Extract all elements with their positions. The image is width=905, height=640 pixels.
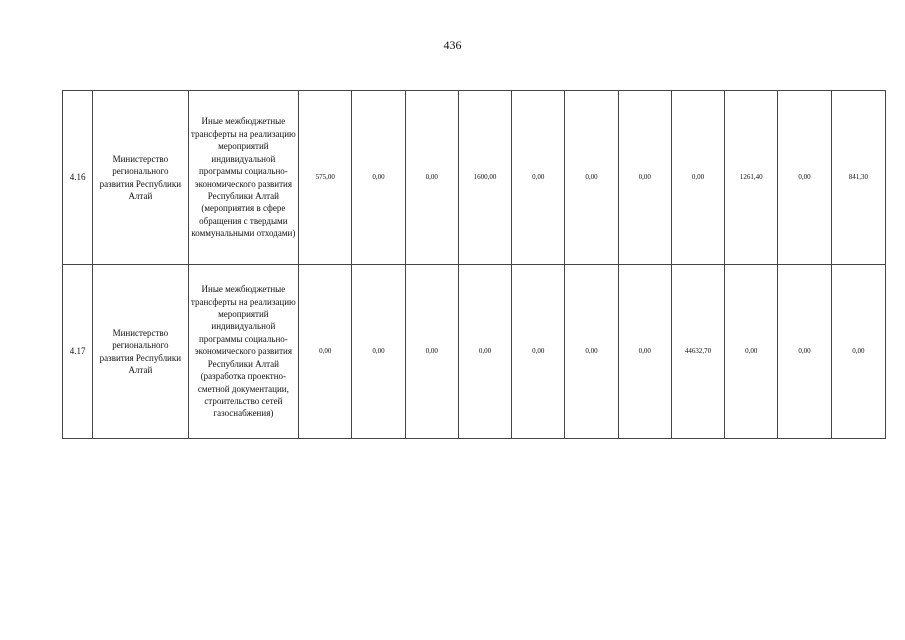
page-number: 436 [443,38,462,52]
value-cell: 0,00 [778,91,831,265]
description-text: Иные межбюджетные трансферты на реализацию мероприятий индивидуальной программы социально-экономического развития Республики Алтай (мероприятия в сфере обращения с твердыми коммунальными отходами) [190,116,296,239]
value-cell: 0,00 [565,91,618,265]
value-cell: 841,30 [831,91,885,265]
value-cell: 0,00 [618,265,671,439]
table-row [63,265,886,439]
value-cell: 0,00 [405,91,458,265]
value-cell: 0,00 [671,91,724,265]
budget-table [62,90,886,439]
value-cell: 0,00 [725,265,778,439]
value-cell: 0,00 [458,265,511,439]
value-cell: 1600,00 [458,91,511,265]
value-cell: 0,00 [778,265,831,439]
description-cell [188,265,299,439]
value-cell: 0,00 [618,91,671,265]
description-cell [188,91,299,265]
organization-cell: Министерство регионального развития Республики Алтай [93,265,188,439]
value-cell: 0,00 [405,265,458,439]
row-number: 4.17 [63,265,93,439]
organization-cell: Министерство регионального развития Республики Алтай [93,91,188,265]
value-cell: 0,00 [299,265,352,439]
table-row [63,91,886,265]
value-cell: 0,00 [512,91,565,265]
value-cell: 575,00 [299,91,352,265]
description-text: Иные межбюджетные трансферты на реализацию мероприятий индивидуальной программы социально-экономического развития Республики Алтай (разработка проектно-сметной документации, строительство сетей газоснабжения) [190,284,296,419]
value-cell: 0,00 [565,265,618,439]
value-cell: 0,00 [831,265,885,439]
value-cell: 0,00 [512,265,565,439]
row-number: 4.16 [63,91,93,265]
value-cell: 44632,70 [671,265,724,439]
value-cell: 0,00 [352,265,405,439]
value-cell: 1261,40 [725,91,778,265]
value-cell: 0,00 [352,91,405,265]
